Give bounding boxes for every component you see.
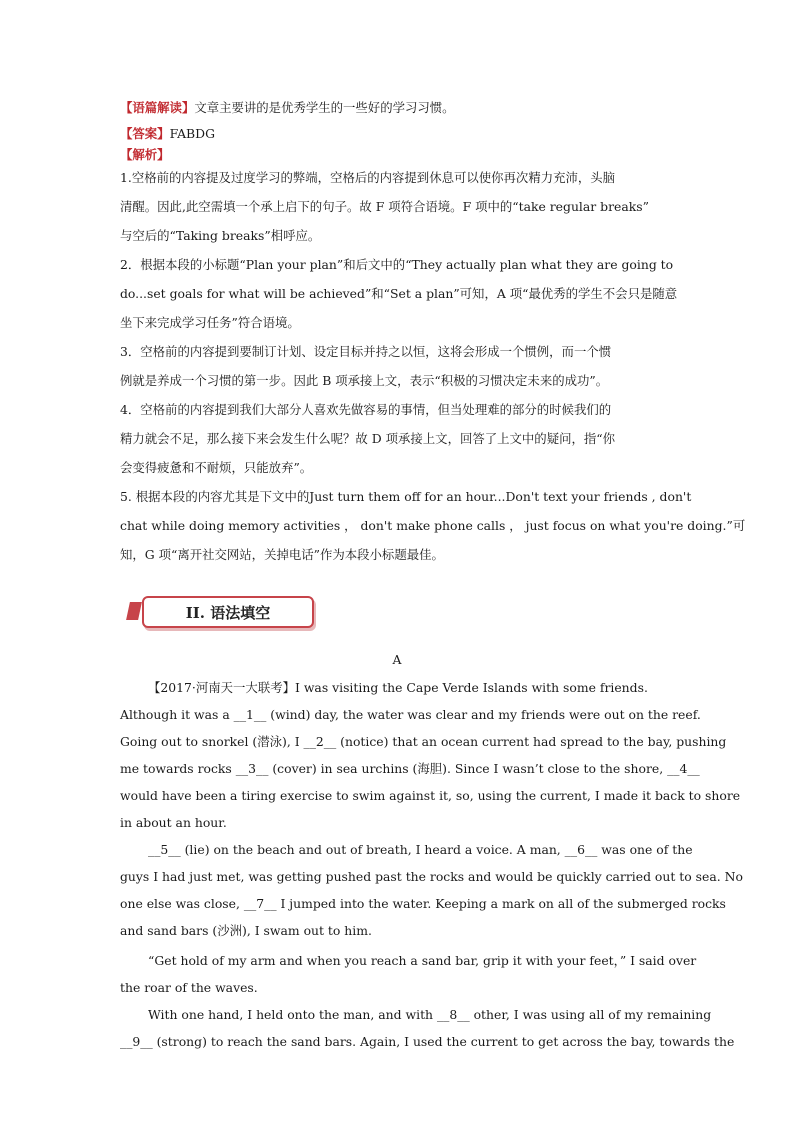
heading-accent xyxy=(126,602,142,620)
explain-line: chat while doing memory activities ， don't make phone calls ， just focus on what you're doing.”可 xyxy=(120,518,746,533)
passage-line: __5__ (lie) on the beach and out of breath, I heard a voice. A man, __6__ was one of the xyxy=(148,842,693,857)
passage-line: one else was close, __7__ I jumped into the water. Keeping a mark on all of the submerged rocks xyxy=(120,896,726,911)
passage-line: guys I had just met, was getting pushed past the rocks and would be quickly carried out to sea. No xyxy=(120,869,743,884)
passage-line: me towards rocks __3__ (cover) in sea urchins (海胆). Since I wasn’t close to the shore, __4__ xyxy=(120,761,700,776)
explain-line: 2．根据本段的小标题“Plan your plan”和后文中的“They actually plan what they are going to xyxy=(120,257,674,272)
reading-label: 【语篇解读】 xyxy=(120,100,195,115)
explain-line: 精力就会不足，那么接下来会发生什么呢？故 D 项承接上文，回答了上文中的疑问，指“你 xyxy=(120,431,615,446)
passage-line: the roar of the waves. xyxy=(120,980,258,995)
passage-line: Although it was a __1__ (wind) day, the water was clear and my friends were out on the reef. xyxy=(120,707,701,722)
passage-body xyxy=(120,676,743,1054)
explain-line: 1.空格前的内容提及过度学习的弊端，空格后的内容提到休息可以使你再次精力充沛，头脑 xyxy=(120,170,616,185)
reading-summary xyxy=(120,96,676,120)
explain-line: 坐下来完成学习任务”符合语境。 xyxy=(120,315,300,330)
answer-line xyxy=(120,122,676,146)
passage-line: With one hand, I held onto the man, and with __8__ other, I was using all of my remaining xyxy=(148,1007,712,1022)
passage-line: would have been a tiring exercise to swim against it, so, using the current, I made it back to shore xyxy=(120,788,741,803)
reading-text: 文章主要讲的是优秀学生的一些好的学习习惯。 xyxy=(194,100,455,115)
explain-line: 与空后的“Taking breaks”相呼应。 xyxy=(120,228,321,243)
explain-line: 例就是养成一个习惯的第一步。因此 B 项承接上文，表示“积极的习惯决定未来的成功”。 xyxy=(120,373,609,388)
heading-panel xyxy=(142,596,314,628)
explain-line: 4．空格前的内容提到我们大部分人喜欢先做容易的事情，但当处理难的部分的时候我们的 xyxy=(120,402,612,417)
explain-line: do...set goals for what will be achieved”和“Set a plan”可知，A 项“最优秀的学生不会只是随意 xyxy=(120,286,678,301)
explain-line: 5. 根据本段的内容尤其是下文中的Just turn them off for an hour...Don't text your friends , don't xyxy=(120,489,692,504)
passage-line: in about an hour. xyxy=(120,815,227,830)
explain-line: 3．空格前的内容提到要制订计划、设定目标并持之以恒，这将会形成一个惯例，而一个惯 xyxy=(120,344,612,359)
explain-line: 会变得疲惫和不耐烦，只能放弃”。 xyxy=(120,460,313,475)
answer-text: FABDG xyxy=(169,126,215,141)
answer-label: 【答案】 xyxy=(120,126,170,141)
explain-lines xyxy=(120,166,746,567)
passage-line: and sand bars (沙洲), I swam out to him. xyxy=(120,923,372,938)
passage-label: A xyxy=(392,652,402,667)
explain-label: 【解析】 xyxy=(120,147,170,162)
section-heading-title: II. 语法填空 xyxy=(185,604,271,622)
passage-line: 【2017·河南天一大联考】I was visiting the Cape Verde Islands with some friends. xyxy=(148,680,648,695)
section-heading xyxy=(128,596,313,630)
passage-line: __9__ (strong) to reach the sand bars. Again, I used the current to get across the bay, towards the xyxy=(120,1034,735,1049)
explain-line: 知，G 项“离开社交网站，关掉电话”作为本段小标题最佳。 xyxy=(120,547,444,562)
explain-line: 清醒。因此,此空需填一个承上启下的句子。故 F 项符合语境。F 项中的“take regular breaks” xyxy=(120,199,649,214)
explain-line xyxy=(120,146,676,164)
analysis-section xyxy=(120,96,746,567)
passage-line: Going out to snorkel (潜泳), I __2__ (notice) that an ocean current had spread to the bay, pushing xyxy=(120,734,727,749)
passage-line: “Get hold of my arm and when you reach a sand bar, grip it with your feet，” I said over xyxy=(148,953,697,968)
